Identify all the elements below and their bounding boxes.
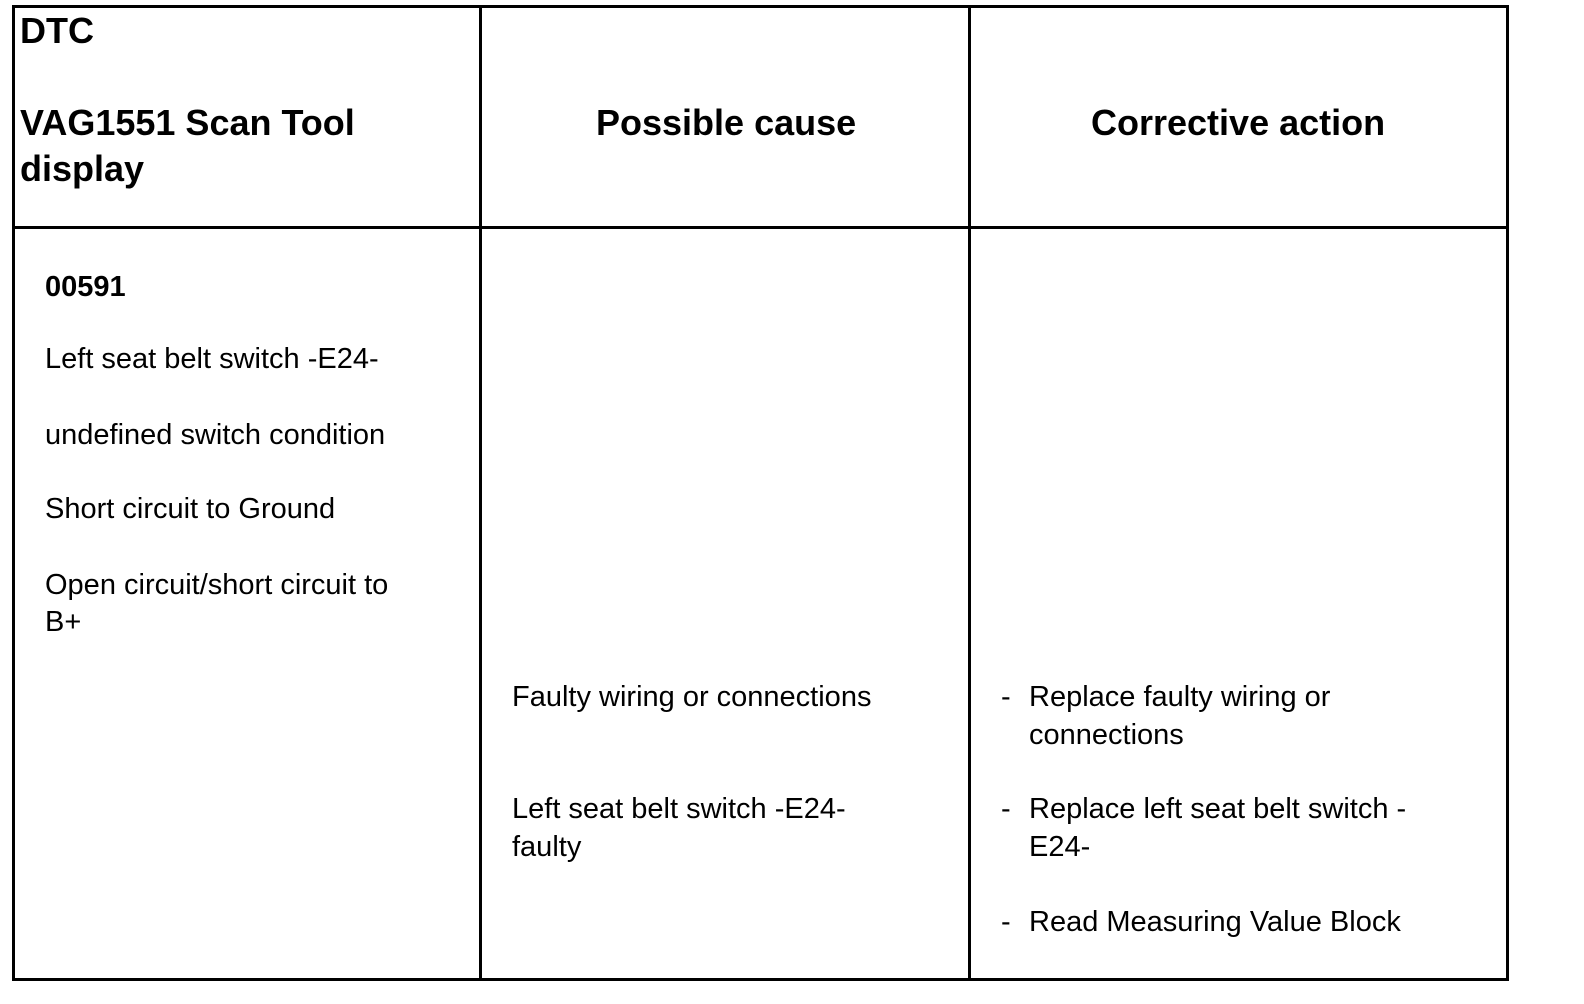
dtc-code: 00591	[45, 271, 126, 303]
action-bullet: -	[1001, 793, 1011, 825]
dtc-open-circuit: Open circuit/short circuit to	[45, 569, 389, 601]
header-dtc: DTC	[20, 10, 94, 51]
dtc-short-ground: Short circuit to Ground	[45, 493, 336, 525]
header-scan-tool: VAG1551 Scan Tool	[20, 102, 355, 143]
action-item-cont: E24-	[1029, 831, 1091, 863]
header-display: display	[20, 148, 145, 189]
action-item: Replace faulty wiring or	[1029, 681, 1331, 713]
action-item-cont: connections	[1029, 719, 1184, 751]
column-divider-1	[479, 5, 482, 981]
cause-item: Faulty wiring or connections	[512, 681, 872, 713]
action-bullet: -	[1001, 681, 1011, 713]
action-item: Replace left seat belt switch -	[1029, 793, 1407, 825]
action-bullet: -	[1001, 906, 1011, 938]
dtc-condition: undefined switch condition	[45, 419, 386, 451]
header-corrective-action: Corrective action	[1091, 102, 1386, 143]
cause-item-cont: faulty	[512, 831, 582, 863]
dtc-description: Left seat belt switch -E24-	[45, 343, 379, 375]
cause-item: Left seat belt switch -E24-	[512, 793, 846, 825]
header-possible-cause: Possible cause	[596, 102, 857, 143]
action-item: Read Measuring Value Block	[1029, 906, 1401, 938]
column-divider-2	[968, 5, 971, 981]
dtc-open-circuit-cont: B+	[45, 606, 82, 638]
header-divider	[12, 226, 1509, 229]
